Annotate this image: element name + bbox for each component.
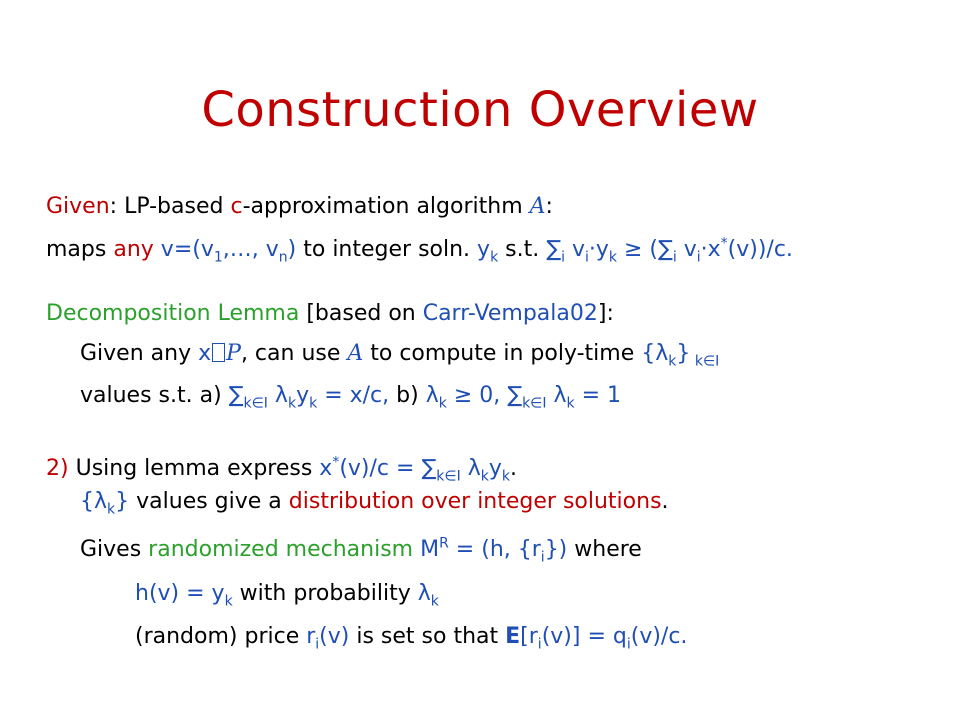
f-i3: i (672, 249, 677, 266)
l2-f6: ≥ 0, (446, 383, 508, 408)
given-algorithm-A: A (529, 194, 546, 219)
s2l5-c: is set so that (349, 624, 506, 649)
f-star: * (720, 235, 728, 252)
l1-b: , can use (240, 341, 348, 366)
given-colon: : LP-based (109, 194, 231, 219)
given-label: Given (46, 194, 110, 219)
l2-formula-b (425, 383, 622, 412)
l2-idx1: k∈I (243, 395, 268, 412)
s2l2-end: . (661, 489, 669, 514)
f-g: (v))/c. (727, 237, 793, 262)
step2-line5 (135, 623, 687, 651)
s2l2-k: k (107, 501, 116, 518)
s2l4-k2: k (430, 593, 439, 610)
s2l5-d: [r (520, 624, 538, 649)
s2l5-e: (v)] = q (541, 624, 627, 649)
step2-formula (319, 454, 510, 485)
s2l2-brace: } (115, 489, 130, 514)
f-f: ·x (700, 237, 721, 262)
step2-line4 (135, 580, 439, 608)
s2l3-text: Gives (80, 537, 149, 562)
given-end: : (545, 194, 553, 219)
s2-k1: k (480, 468, 489, 485)
s2l4-lam (417, 581, 439, 610)
l1-lam-set (641, 341, 720, 370)
step2-line2 (80, 488, 669, 516)
l2-a: values s.t. a) (80, 383, 229, 408)
f-d: ≥ (∑ (617, 237, 673, 262)
l2-f1: ∑ (228, 383, 244, 408)
s2l3-M: M (420, 537, 440, 562)
lemma-end: ]: (597, 301, 614, 326)
s2l3-f2: }) (544, 537, 568, 562)
l1-a: Given any (80, 341, 199, 366)
s2l3-i: i (540, 549, 545, 566)
maps-text1: maps (46, 237, 114, 262)
l2-b: b) (389, 383, 426, 408)
l1-A: A (347, 341, 364, 366)
l2-k3: k (438, 395, 447, 412)
l1-idx: k∈I (690, 353, 720, 370)
maps-y: y (477, 237, 491, 262)
s2l5-exp (505, 624, 688, 653)
f-i2: i (584, 249, 589, 266)
given-c: c (230, 194, 243, 219)
s2l5-r-sym: r (306, 624, 316, 649)
l1-P: P (226, 341, 241, 366)
s2l2-dist: distribution over integer solutions (288, 489, 662, 514)
s2-f3: λ (460, 456, 481, 481)
s2l5-i2: i (537, 636, 542, 653)
l2-f4: = x/c, (317, 383, 390, 408)
s2l2-lam-set (80, 489, 130, 518)
step2-text1: Using lemma express (68, 456, 320, 481)
l2-f2: λ (267, 383, 288, 408)
maps-subn: n (278, 249, 288, 266)
s2l3-mech (420, 535, 568, 566)
s2-f5: . (509, 456, 517, 481)
maps-yk (477, 237, 499, 266)
s2-f4: y (488, 456, 502, 481)
s2-idx: k∈I (436, 468, 461, 485)
s2-k2: k (501, 468, 510, 485)
lemma-ref: Carr-Vempala02 (422, 301, 598, 326)
l2-f7: ∑ (507, 383, 523, 408)
f-i4: i (696, 249, 701, 266)
f-i1: i (561, 249, 565, 266)
step2-line1 (46, 455, 517, 483)
s2l5-f: (v)/c. (630, 624, 688, 649)
l1-box (212, 343, 225, 362)
s2l5-i: i (315, 636, 320, 653)
maps-text4: s.t. (498, 237, 547, 262)
maps-any: any (113, 237, 154, 262)
f-a: ∑ (546, 237, 562, 262)
l2-formula-a (228, 383, 390, 412)
lemma-heading (46, 300, 614, 328)
l2-f8: λ (546, 383, 567, 408)
l2-k1: k (287, 395, 297, 412)
maps-space (154, 237, 161, 262)
maps-sub1: 1 (213, 249, 223, 266)
maps-formula (546, 235, 793, 266)
maps-text3: to integer soln. (296, 237, 478, 262)
s2l2-text: values give a (129, 489, 289, 514)
l2-k4: k (566, 395, 575, 412)
l1-k: k (668, 353, 677, 370)
maps-k: k (490, 249, 499, 266)
lemma-based: [based on (299, 301, 423, 326)
maps-v: v=(v (160, 237, 214, 262)
l1-brace: } (676, 341, 691, 366)
s2l4-a: h(v) = y (135, 581, 225, 606)
maps-close: ) (287, 237, 297, 262)
s2l5-r (306, 624, 350, 653)
f-b: v (564, 237, 585, 262)
given-text: -approximation algorithm (242, 194, 530, 219)
s2l4-b: with probability (232, 581, 418, 606)
s2-f1: x (319, 456, 333, 481)
s2l2-lam: {λ (80, 489, 108, 514)
l1-c: to compute in poly-time (363, 341, 642, 366)
l2-f5: λ (425, 383, 439, 408)
s2l3-f: = (h, {r (448, 537, 541, 562)
s2l3-rm: randomized mechanism (148, 537, 414, 562)
step2-num: 2) (46, 456, 69, 481)
given-line (46, 193, 553, 221)
s2-f2: (v)/c = ∑ (339, 456, 437, 481)
lemma-line1 (80, 340, 719, 368)
slide-title: Construction Overview (201, 82, 759, 138)
s2l3-where: where (567, 537, 642, 562)
s2l4-lam-sym: λ (417, 581, 431, 606)
lemma-label: Decomposition Lemma (46, 301, 300, 326)
f-k2: k (608, 249, 617, 266)
maps-vvec (160, 237, 297, 266)
l2-idx2: k∈I (522, 395, 547, 412)
l1-lam: {λ (641, 341, 669, 366)
maps-dots: ,…, v (222, 237, 279, 262)
maps-line (46, 236, 793, 264)
s2-star: * (332, 454, 340, 471)
step2-line3 (80, 536, 642, 564)
l1-x: x (198, 341, 212, 366)
s2l5-a: (random) price (135, 624, 307, 649)
s2l4-k: k (224, 593, 233, 610)
l2-f9: = 1 (574, 383, 622, 408)
s2l5-E: E (505, 624, 521, 649)
l2-f3: y (296, 383, 310, 408)
s2l3-R: R (439, 535, 449, 552)
s2l5-b: (v) (319, 624, 350, 649)
lemma-line2 (80, 382, 621, 410)
l2-k2: k (309, 395, 318, 412)
f-e: v (676, 237, 697, 262)
s2l5-i3: i (626, 636, 631, 653)
f-c: ·y (588, 237, 609, 262)
s2l4-h (135, 581, 233, 610)
